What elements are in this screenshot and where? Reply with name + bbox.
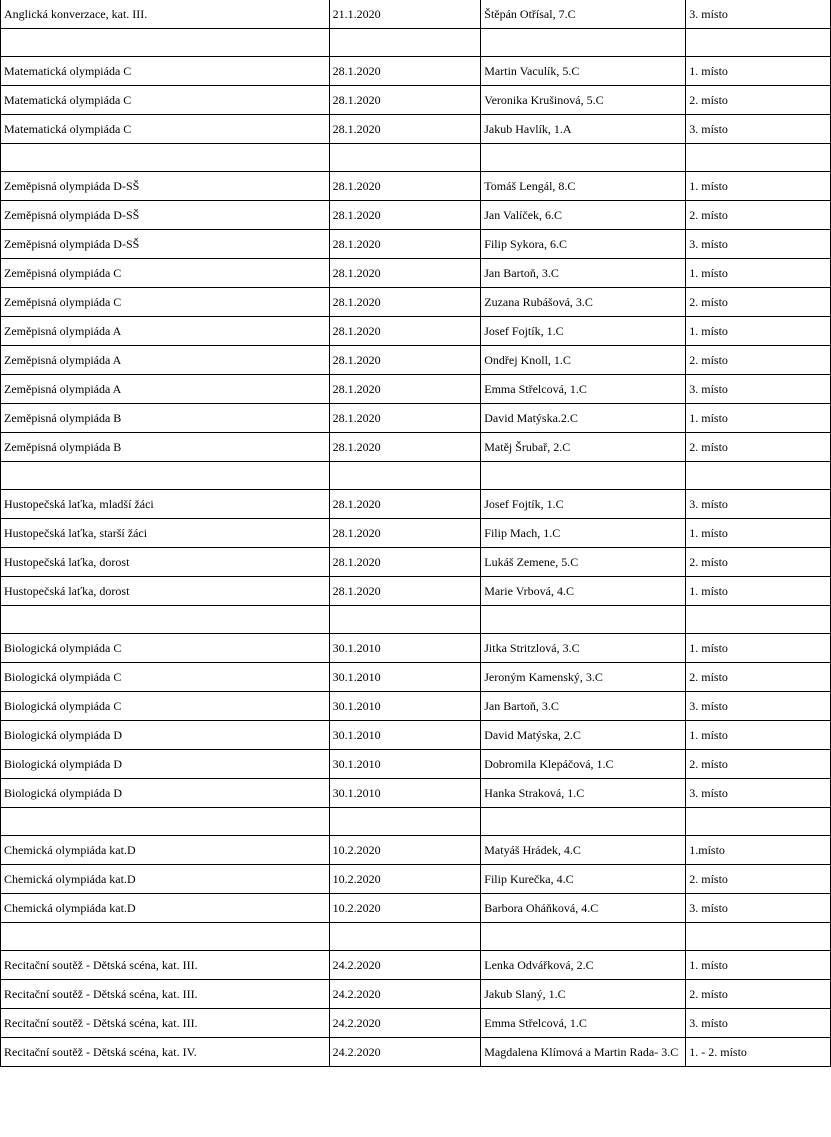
student-cell: Matyáš Hrádek, 4.C — [481, 836, 686, 865]
date-cell: 28.1.2020 — [329, 201, 481, 230]
date-cell: 28.1.2020 — [329, 288, 481, 317]
empty-cell — [329, 462, 481, 490]
empty-cell — [686, 606, 831, 634]
table-row — [1, 577, 831, 606]
empty-cell — [1, 144, 330, 172]
date-cell: 28.1.2020 — [329, 519, 481, 548]
competition-cell: Matematická olympiáda C — [1, 57, 330, 86]
empty-cell — [481, 29, 686, 57]
date-cell: 28.1.2020 — [329, 490, 481, 519]
placement-cell: 1.místo — [686, 836, 831, 865]
date-cell: 30.1.2010 — [329, 779, 481, 808]
placement-cell: 3. místo — [686, 490, 831, 519]
student-cell: Štěpán Otřísal, 7.C — [481, 0, 686, 29]
competition-cell: Biologická olympiáda D — [1, 779, 330, 808]
competition-cell: Hustopečská laťka, starší žáci — [1, 519, 330, 548]
table-row — [1, 259, 831, 288]
competition-cell: Hustopečská laťka, dorost — [1, 577, 330, 606]
placement-cell: 2. místo — [686, 663, 831, 692]
student-cell: Jitka Stritzlová, 3.C — [481, 634, 686, 663]
placement-cell: 1. místo — [686, 172, 831, 201]
student-cell: David Matýska.2.C — [481, 404, 686, 433]
date-cell: 28.1.2020 — [329, 548, 481, 577]
competition-cell: Chemická olympiáda kat.D — [1, 894, 330, 923]
student-cell: Hanka Straková, 1.C — [481, 779, 686, 808]
date-cell: 28.1.2020 — [329, 172, 481, 201]
table-row — [1, 865, 831, 894]
placement-cell: 2. místo — [686, 201, 831, 230]
placement-cell: 2. místo — [686, 548, 831, 577]
student-cell: Marie Vrbová, 4.C — [481, 577, 686, 606]
date-cell: 28.1.2020 — [329, 230, 481, 259]
empty-cell — [481, 606, 686, 634]
competition-cell: Zeměpisná olympiáda D-SŠ — [1, 230, 330, 259]
table-row — [1, 490, 831, 519]
date-cell: 28.1.2020 — [329, 346, 481, 375]
competition-cell: Biologická olympiáda C — [1, 692, 330, 721]
table-row — [1, 692, 831, 721]
empty-cell — [329, 29, 481, 57]
empty-cell — [1, 462, 330, 490]
competition-cell: Zeměpisná olympiáda A — [1, 317, 330, 346]
table-row — [1, 57, 831, 86]
date-cell: 28.1.2020 — [329, 259, 481, 288]
empty-cell — [686, 923, 831, 951]
placement-cell: 2. místo — [686, 433, 831, 462]
table-row — [1, 519, 831, 548]
date-cell: 28.1.2020 — [329, 317, 481, 346]
placement-cell: 2. místo — [686, 288, 831, 317]
student-cell: Lenka Odvářková, 2.C — [481, 951, 686, 980]
competition-cell: Zeměpisná olympiáda D-SŠ — [1, 172, 330, 201]
table-row — [1, 86, 831, 115]
spacer-row — [1, 808, 831, 836]
placement-cell: 1. místo — [686, 519, 831, 548]
competition-cell: Recitační soutěž - Dětská scéna, kat. IV. — [1, 1038, 330, 1067]
competition-cell: Biologická olympiáda C — [1, 663, 330, 692]
placement-cell: 1. místo — [686, 57, 831, 86]
student-cell: Jeroným Kamenský, 3.C — [481, 663, 686, 692]
student-cell: Jakub Slaný, 1.C — [481, 980, 686, 1009]
date-cell: 30.1.2010 — [329, 750, 481, 779]
table-row — [1, 634, 831, 663]
empty-cell — [1, 29, 330, 57]
student-cell: Tomáš Lengál, 8.C — [481, 172, 686, 201]
table-row — [1, 836, 831, 865]
placement-cell: 3. místo — [686, 0, 831, 29]
student-cell: Dobromila Klepáčová, 1.C — [481, 750, 686, 779]
spacer-row — [1, 29, 831, 57]
placement-cell: 1. - 2. místo — [686, 1038, 831, 1067]
date-cell: 30.1.2010 — [329, 721, 481, 750]
empty-cell — [686, 29, 831, 57]
competition-cell: Zeměpisná olympiáda C — [1, 288, 330, 317]
student-cell: Emma Střelcová, 1.C — [481, 1009, 686, 1038]
date-cell: 10.2.2020 — [329, 836, 481, 865]
placement-cell: 1. místo — [686, 951, 831, 980]
date-cell: 28.1.2020 — [329, 577, 481, 606]
student-cell: Josef Fojtík, 1.C — [481, 317, 686, 346]
student-cell: Filip Mach, 1.C — [481, 519, 686, 548]
date-cell: 21.1.2020 — [329, 0, 481, 29]
placement-cell: 3. místo — [686, 692, 831, 721]
table-row — [1, 404, 831, 433]
table-row — [1, 1038, 831, 1067]
competition-cell: Zeměpisná olympiáda C — [1, 259, 330, 288]
empty-cell — [481, 808, 686, 836]
date-cell: 24.2.2020 — [329, 1009, 481, 1038]
empty-cell — [686, 808, 831, 836]
empty-cell — [1, 606, 330, 634]
table-row — [1, 172, 831, 201]
date-cell: 30.1.2010 — [329, 634, 481, 663]
table-row — [1, 980, 831, 1009]
competition-cell: Zeměpisná olympiáda D-SŠ — [1, 201, 330, 230]
table-row — [1, 721, 831, 750]
competition-cell: Chemická olympiáda kat.D — [1, 865, 330, 894]
results-body — [1, 0, 831, 1067]
placement-cell: 2. místo — [686, 346, 831, 375]
date-cell: 24.2.2020 — [329, 980, 481, 1009]
table-row — [1, 750, 831, 779]
student-cell: Jan Valíček, 6.C — [481, 201, 686, 230]
table-row — [1, 663, 831, 692]
empty-cell — [329, 923, 481, 951]
empty-cell — [1, 808, 330, 836]
table-row — [1, 894, 831, 923]
date-cell: 28.1.2020 — [329, 57, 481, 86]
placement-cell: 1. místo — [686, 634, 831, 663]
student-cell: Magdalena Klímová a Martin Rada- 3.C — [481, 1038, 686, 1067]
spacer-row — [1, 144, 831, 172]
table-row — [1, 115, 831, 144]
empty-cell — [329, 144, 481, 172]
placement-cell: 1. místo — [686, 577, 831, 606]
student-cell: Josef Fojtík, 1.C — [481, 490, 686, 519]
table-row — [1, 317, 831, 346]
placement-cell: 3. místo — [686, 894, 831, 923]
placement-cell: 3. místo — [686, 1009, 831, 1038]
competition-cell: Matematická olympiáda C — [1, 86, 330, 115]
student-cell: Jan Bartoň, 3.C — [481, 692, 686, 721]
placement-cell: 2. místo — [686, 865, 831, 894]
student-cell: Ondřej Knoll, 1.C — [481, 346, 686, 375]
competition-cell: Hustopečská laťka, dorost — [1, 548, 330, 577]
empty-cell — [1, 923, 330, 951]
table-row — [1, 201, 831, 230]
competition-cell: Zeměpisná olympiáda A — [1, 375, 330, 404]
competition-cell: Biologická olympiáda C — [1, 634, 330, 663]
student-cell: Filip Sykora, 6.C — [481, 230, 686, 259]
empty-cell — [481, 923, 686, 951]
competition-cell: Biologická olympiáda D — [1, 721, 330, 750]
table-row — [1, 548, 831, 577]
date-cell: 24.2.2020 — [329, 951, 481, 980]
competition-cell: Biologická olympiáda D — [1, 750, 330, 779]
date-cell: 10.2.2020 — [329, 894, 481, 923]
placement-cell: 3. místo — [686, 779, 831, 808]
student-cell: Filip Kurečka, 4.C — [481, 865, 686, 894]
competition-cell: Matematická olympiáda C — [1, 115, 330, 144]
placement-cell: 1. místo — [686, 404, 831, 433]
placement-cell: 3. místo — [686, 230, 831, 259]
date-cell: 28.1.2020 — [329, 115, 481, 144]
student-cell: David Matýska, 2.C — [481, 721, 686, 750]
competition-cell: Zeměpisná olympiáda B — [1, 404, 330, 433]
student-cell: Emma Střelcová, 1.C — [481, 375, 686, 404]
placement-cell: 2. místo — [686, 86, 831, 115]
placement-cell: 1. místo — [686, 259, 831, 288]
competition-cell: Chemická olympiáda kat.D — [1, 836, 330, 865]
date-cell: 28.1.2020 — [329, 433, 481, 462]
competition-cell: Anglická konverzace, kat. III. — [1, 0, 330, 29]
placement-cell: 3. místo — [686, 375, 831, 404]
placement-cell: 1. místo — [686, 721, 831, 750]
date-cell: 30.1.2010 — [329, 663, 481, 692]
date-cell: 10.2.2020 — [329, 865, 481, 894]
table-row — [1, 230, 831, 259]
spacer-row — [1, 923, 831, 951]
date-cell: 28.1.2020 — [329, 375, 481, 404]
student-cell: Martin Vaculík, 5.C — [481, 57, 686, 86]
competition-cell: Recitační soutěž - Dětská scéna, kat. III. — [1, 1009, 330, 1038]
table-row — [1, 951, 831, 980]
student-cell: Jan Bartoň, 3.C — [481, 259, 686, 288]
competition-cell: Zeměpisná olympiáda B — [1, 433, 330, 462]
table-row — [1, 375, 831, 404]
student-cell: Lukáš Zemene, 5.C — [481, 548, 686, 577]
placement-cell: 1. místo — [686, 317, 831, 346]
empty-cell — [481, 144, 686, 172]
empty-cell — [686, 144, 831, 172]
competition-cell: Recitační soutěž - Dětská scéna, kat. III. — [1, 980, 330, 1009]
spacer-row — [1, 606, 831, 634]
empty-cell — [686, 462, 831, 490]
competition-cell: Zeměpisná olympiáda A — [1, 346, 330, 375]
date-cell: 28.1.2020 — [329, 86, 481, 115]
date-cell: 24.2.2020 — [329, 1038, 481, 1067]
empty-cell — [329, 606, 481, 634]
table-row — [1, 1009, 831, 1038]
student-cell: Veronika Krušinová, 5.C — [481, 86, 686, 115]
empty-cell — [481, 462, 686, 490]
table-row — [1, 433, 831, 462]
table-row — [1, 779, 831, 808]
placement-cell: 2. místo — [686, 980, 831, 1009]
table-row — [1, 0, 831, 29]
empty-cell — [329, 808, 481, 836]
student-cell: Zuzana Rubášová, 3.C — [481, 288, 686, 317]
spacer-row — [1, 462, 831, 490]
student-cell: Barbora Oháňková, 4.C — [481, 894, 686, 923]
date-cell: 30.1.2010 — [329, 692, 481, 721]
student-cell: Matěj Šrubař, 2.C — [481, 433, 686, 462]
placement-cell: 3. místo — [686, 115, 831, 144]
placement-cell: 2. místo — [686, 750, 831, 779]
table-row — [1, 346, 831, 375]
student-cell: Jakub Havlík, 1.A — [481, 115, 686, 144]
table-row — [1, 288, 831, 317]
date-cell: 28.1.2020 — [329, 404, 481, 433]
competition-cell: Recitační soutěž - Dětská scéna, kat. III. — [1, 951, 330, 980]
competition-cell: Hustopečská laťka, mladší žáci — [1, 490, 330, 519]
